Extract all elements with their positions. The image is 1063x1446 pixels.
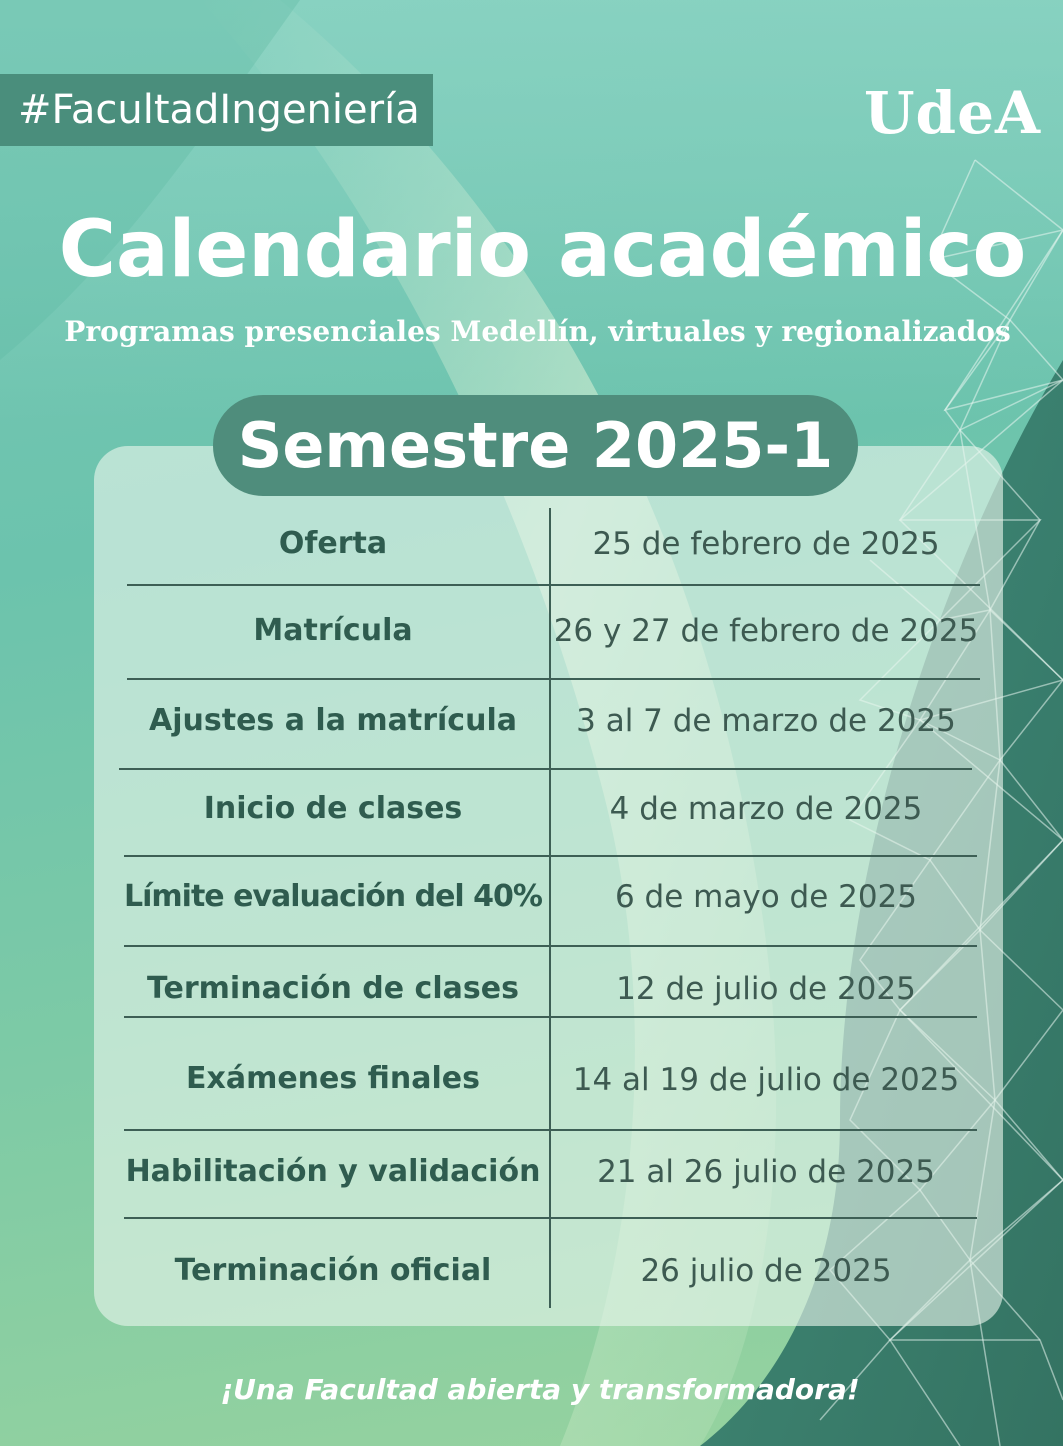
- hashtag-banner: #FacultadIngeniería: [0, 74, 433, 146]
- page-subtitle: Programas presenciales Medellín, virtuales y regionalizados: [64, 315, 1011, 348]
- event-label-examenes-finales: Exámenes finales: [185, 1061, 481, 1096]
- event-label-limite-evaluacion: Límite evaluación del 40%: [124, 879, 542, 914]
- event-label-habilitacion: Habilitación y validación: [125, 1154, 541, 1189]
- row-divider: [124, 1129, 977, 1131]
- event-label-inicio-clases: Inicio de clases: [203, 791, 463, 826]
- page-title: Calendario académico: [58, 205, 1027, 295]
- event-date-matricula: 26 y 27 de febrero de 2025: [553, 613, 979, 649]
- event-label-terminacion-oficial: Terminación oficial: [174, 1253, 492, 1288]
- footer-slogan: ¡Una Facultad abierta y transformadora!: [220, 1373, 860, 1406]
- event-date-examenes-finales: 14 al 19 de julio de 2025: [572, 1062, 960, 1098]
- event-date-terminacion-oficial: 26 julio de 2025: [640, 1253, 892, 1289]
- event-date-ajustes: 3 al 7 de marzo de 2025: [576, 703, 956, 739]
- row-divider: [124, 1016, 977, 1018]
- row-divider: [127, 584, 980, 586]
- semester-badge: Semestre 2025-1: [213, 395, 858, 496]
- event-date-oferta: 25 de febrero de 2025: [592, 526, 940, 562]
- row-divider: [124, 945, 977, 947]
- row-divider: [124, 855, 977, 857]
- event-date-terminacion-clases: 12 de julio de 2025: [616, 971, 916, 1007]
- event-label-matricula: Matrícula: [253, 613, 413, 648]
- event-label-terminacion-clases: Terminación de clases: [147, 971, 519, 1006]
- udea-logo: UdeA: [863, 79, 1041, 147]
- event-date-habilitacion: 21 al 26 julio de 2025: [597, 1154, 935, 1190]
- row-divider: [124, 1217, 977, 1219]
- event-date-inicio-clases: 4 de marzo de 2025: [609, 791, 923, 827]
- row-divider: [127, 678, 980, 680]
- row-divider: [119, 768, 972, 770]
- event-label-oferta: Oferta: [278, 526, 388, 561]
- event-label-ajustes: Ajustes a la matrícula: [149, 703, 517, 738]
- event-date-limite-evaluacion: 6 de mayo de 2025: [614, 879, 918, 915]
